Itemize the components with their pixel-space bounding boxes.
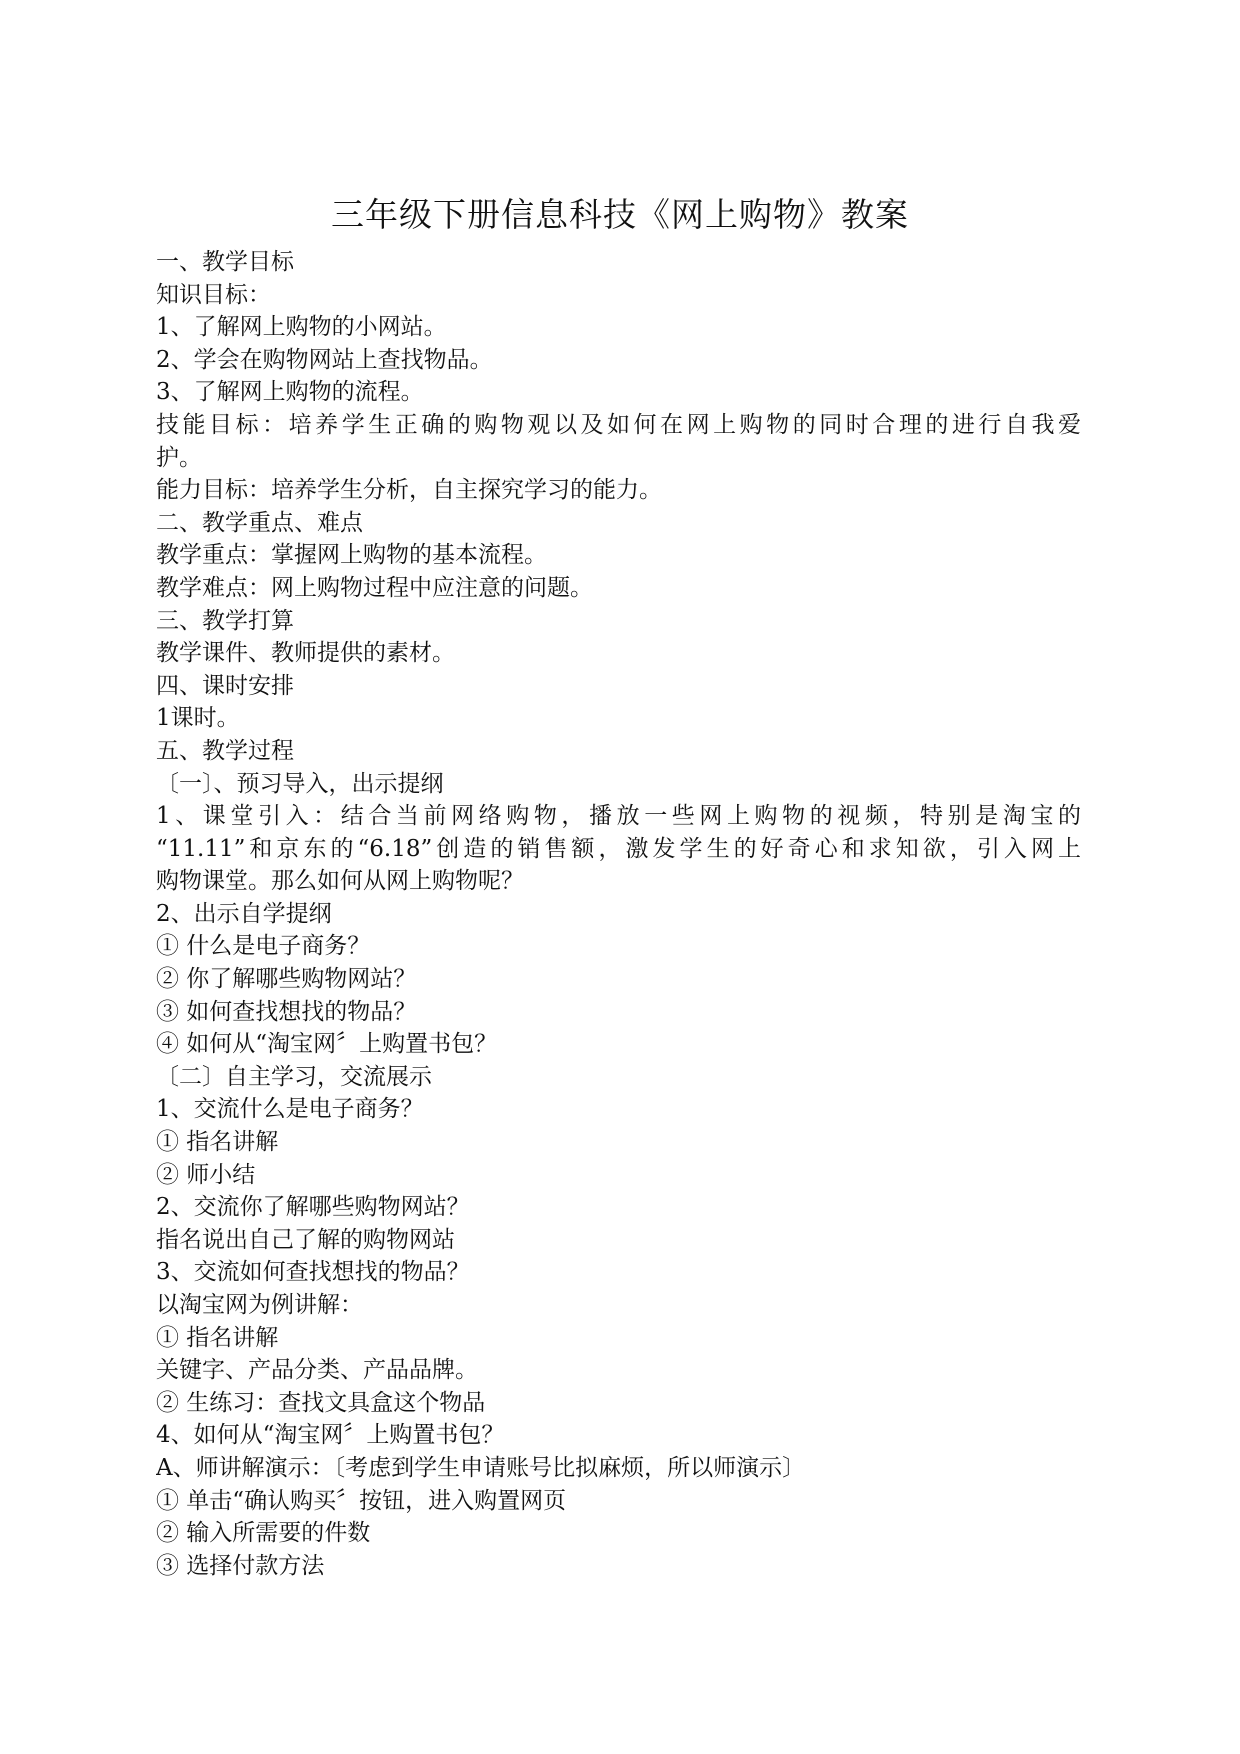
list-item: ① 指名讲解 [156,1129,279,1156]
heading-schedule: 四、课时安排 [156,672,294,699]
paragraph-line: 以淘宝网为例讲解： [156,1292,363,1318]
heading-preparation: 三、教学打算 [156,607,294,634]
list-item: ② 你了解哪些购物网站？ [156,966,417,993]
subheading-line: 〔一〕、预习导入，出示提纲 [156,770,444,797]
list-item: ② 输入所需要的件数 [156,1520,371,1547]
paragraph-line: “11.11”和京东的“6.18”创造的销售额，激发学生的好奇心和求知欲，引入网上 [156,835,1081,862]
list-item: ① 指名讲解 [156,1324,279,1351]
paragraph-line: 技能目标：培养学生正确的购物观以及如何在网上购物的同时合理的进行自我爱 [156,411,1081,438]
paragraph-line: 购物课堂。那么如何从网上购物呢？ [156,868,524,895]
paragraph-line: 关键字、产品分类、产品品牌。 [156,1357,478,1384]
paragraph-line: 2、交流你了解哪些购物网站？ [156,1194,470,1221]
paragraph-line: 2、出示自学提纲 [156,900,332,927]
list-item: ① 什么是电子商务？ [156,933,371,960]
list-item: ③ 如何查找想找的物品？ [156,998,417,1025]
paragraph-line: 1、了解网上购物的小网站。 [156,314,447,341]
paragraph-line: 1课时。 [156,705,240,732]
paragraph-line: 教学课件、教师提供的素材。 [156,640,455,667]
paragraph-line: 教学重点：掌握网上购物的基本流程。 [156,542,547,569]
paragraph-line: 3、了解网上购物的流程。 [156,379,424,406]
subheading-line: 〔二〕自主学习，交流展示 [156,1063,432,1090]
list-item: ③ 选择付款方法 [156,1552,325,1579]
heading-key-points: 二、教学重点、难点 [156,509,363,536]
paragraph-line: 知识目标： [156,281,271,308]
paragraph-line: 4、如何从“淘宝网〞上购置书包？ [156,1422,505,1449]
heading-objectives: 一、教学目标 [156,249,294,275]
list-item: ② 生练习：查找文具盒这个物品 [156,1389,486,1416]
paragraph-line: 1、交流什么是电子商务？ [156,1096,424,1123]
paragraph-line: 能力目标：培养学生分析，自主探究学习的能力。 [156,477,662,504]
paragraph-line: 教学难点：网上购物过程中应注意的问题。 [156,574,593,601]
paragraph-line: 护。 [156,444,202,471]
list-item: ④ 如何从“淘宝网〞上购置书包？ [156,1031,498,1058]
document-title: 三年级下册信息科技《网上购物》教案 [331,195,909,234]
heading-process: 五、教学过程 [156,737,294,764]
list-item: ① 单击“确认购买〞按钮，进入购置网页 [156,1487,567,1514]
paragraph-line: A、师讲解演示：〔考虑到学生申请账号比拟麻烦，所以师演示〕 [156,1454,806,1481]
paragraph-line: 2、学会在购物网站上查找物品。 [156,346,493,373]
paragraph-line: 指名说出自己了解的购物网站 [156,1226,455,1253]
document-body [156,246,1081,1582]
paragraph-line: 3、交流如何查找想找的物品？ [156,1259,470,1286]
paragraph-line: 1、课堂引入：结合当前网络购物，播放一些网上购物的视频，特别是淘宝的 [156,803,1081,830]
list-item: ② 师小结 [156,1161,256,1188]
